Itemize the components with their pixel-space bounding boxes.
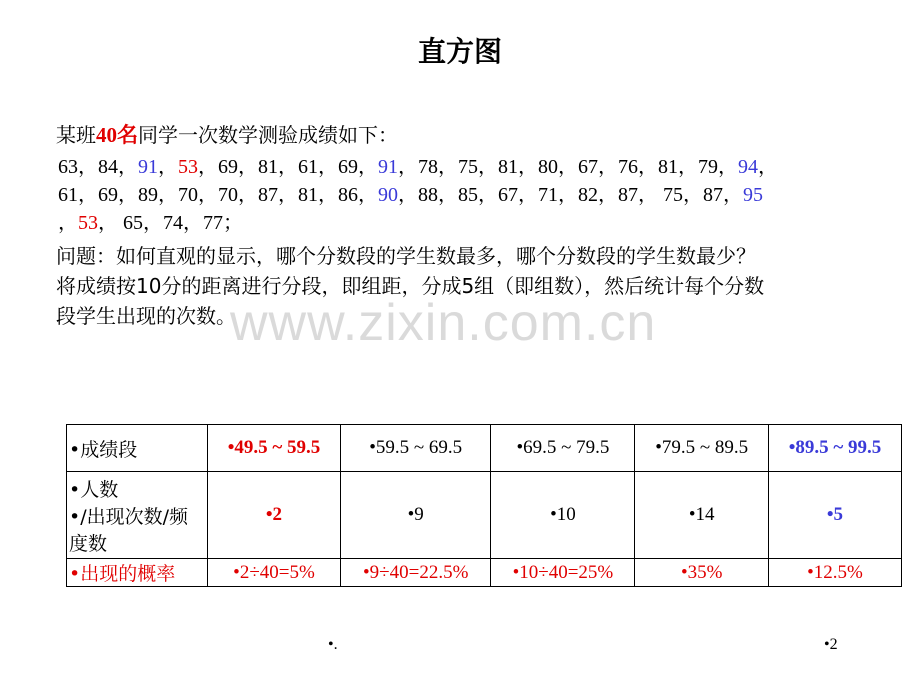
intro-prefix: 某班	[56, 123, 96, 147]
segment-cell: •79.5 ~ 89.5	[635, 425, 769, 472]
row-head-count-l1: •人数	[69, 478, 119, 501]
segment-cell: •59.5 ~ 69.5	[340, 425, 490, 472]
count-cell: •14	[635, 472, 769, 559]
highlighted-score: 53	[78, 212, 98, 234]
score-text: ， 65，74，77；	[98, 212, 243, 234]
score-text: 63，84，	[58, 156, 138, 178]
footer-marker: •.	[328, 636, 338, 653]
table-row-probability	[67, 559, 902, 587]
table-row-segments	[67, 425, 902, 472]
count-cell: •2	[208, 472, 341, 559]
score-text: ，69，81，61，69，	[198, 156, 378, 178]
question-text: 问题：如何直观的显示，哪个分数段的学生数最多，哪个分数段的学生数最少？	[56, 244, 756, 268]
segment-cell: •49.5 ~ 59.5	[208, 425, 341, 472]
score-list	[58, 153, 888, 237]
highlighted-score: 53	[178, 156, 198, 178]
count-cell: •5	[768, 472, 901, 559]
score-text: ，	[158, 156, 178, 178]
score-line-2	[58, 181, 888, 209]
segment-cell: •89.5 ~ 99.5	[768, 425, 901, 472]
score-line-3	[58, 209, 888, 237]
score-text: ，88，85，67，71，82，87， 75，87，	[398, 184, 743, 206]
row-head-count-l2: •/出现次数/频度数	[69, 505, 189, 555]
intro-suffix: 同学一次数学测验成绩如下：	[138, 123, 398, 147]
watermark: www.zixin.com.cn	[230, 294, 657, 352]
score-text: ，	[58, 212, 78, 234]
highlighted-score: 95	[743, 184, 763, 206]
page-title: 直方图	[417, 35, 502, 68]
score-text: ，	[758, 156, 778, 178]
page-number: •2	[824, 636, 838, 653]
frequency-table	[66, 424, 902, 587]
intro-count: 40名	[96, 123, 138, 147]
count-cell: •9	[340, 472, 490, 559]
score-text: ，78，75，81，80，67，76，81，79，	[398, 156, 738, 178]
method-text-2: 段学生出现的次数。	[56, 304, 236, 328]
prob-cell: •10÷40=25%	[491, 559, 635, 587]
highlighted-score: 90	[378, 184, 398, 206]
prob-cell: •35%	[635, 559, 769, 587]
score-text: 61，69，89，70，70，87，81，86，	[58, 184, 378, 206]
score-line-1	[58, 153, 888, 181]
prob-cell: •9÷40=22.5%	[340, 559, 490, 587]
row-head-count	[67, 472, 208, 559]
row-head-probability: •出现的概率	[67, 559, 208, 587]
count-cell: •10	[491, 472, 635, 559]
highlighted-score: 91	[138, 156, 158, 178]
segment-cell: •69.5 ~ 79.5	[491, 425, 635, 472]
highlighted-score: 91	[378, 156, 398, 178]
prob-cell: •12.5%	[768, 559, 901, 587]
row-head-segment: •成绩段	[67, 425, 208, 472]
prob-cell: •2÷40=5%	[208, 559, 341, 587]
method-text-1: 将成绩按10分的距离进行分段，即组距，分成5组（即组数），然后统计每个分数	[56, 274, 765, 298]
highlighted-score: 94	[738, 156, 758, 178]
table-row-counts	[67, 472, 902, 559]
intro-text	[56, 121, 398, 149]
